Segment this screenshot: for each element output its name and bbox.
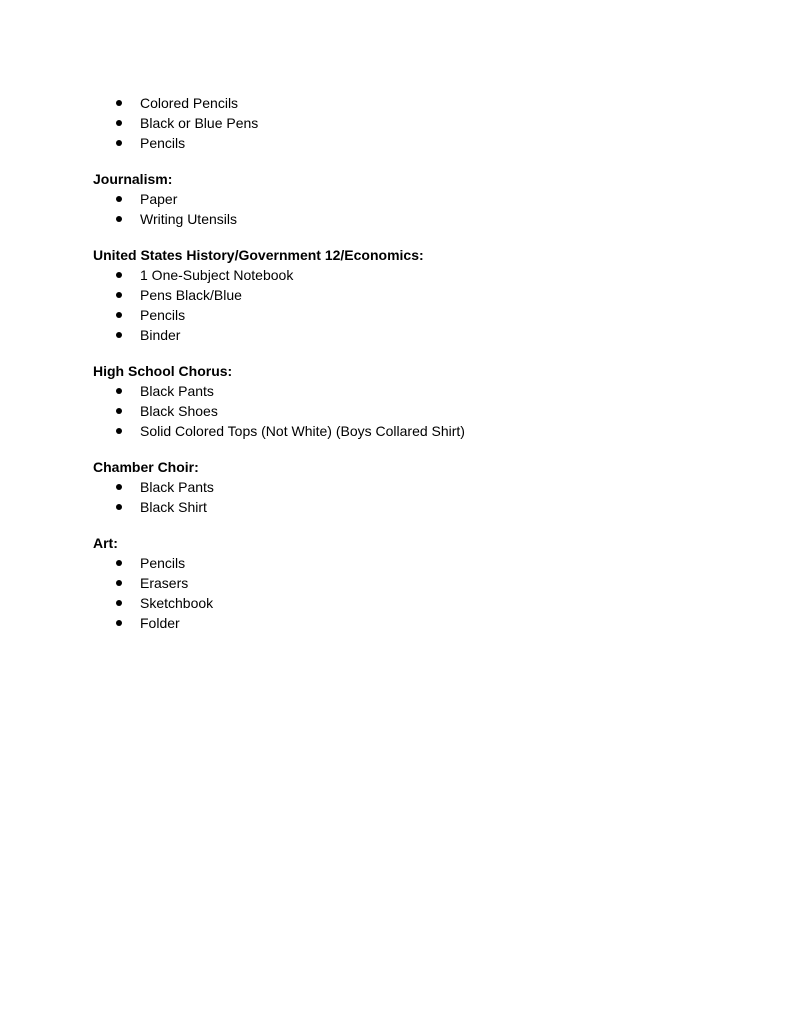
bullet-icon — [116, 332, 122, 338]
item-list — [93, 93, 733, 153]
list-item — [93, 325, 733, 345]
section-chamber-choir — [93, 457, 733, 517]
section-art — [93, 533, 733, 633]
bullet-icon — [116, 388, 122, 394]
bullet-icon — [116, 272, 122, 278]
list-item — [93, 477, 733, 497]
item-label: Black Pants — [140, 479, 214, 495]
item-label: Sketchbook — [140, 595, 214, 611]
item-label: Writing Utensils — [140, 211, 237, 227]
item-list — [93, 477, 733, 517]
list-item — [93, 553, 733, 573]
item-label: Erasers — [140, 575, 189, 591]
item-label: Black Shirt — [140, 499, 207, 515]
section-high-school-chorus — [93, 361, 733, 441]
section-heading: Chamber Choir: — [93, 459, 199, 475]
bullet-icon — [116, 620, 122, 626]
bullet-icon — [116, 100, 122, 106]
section-heading: High School Chorus: — [93, 363, 233, 379]
list-item — [93, 497, 733, 517]
list-item — [93, 265, 733, 285]
list-item — [93, 421, 733, 441]
item-label: Solid Colored Tops (Not White) (Boys Collared Shirt) — [140, 423, 465, 439]
list-item — [93, 285, 733, 305]
list-item — [93, 381, 733, 401]
list-item — [93, 133, 733, 153]
list-item — [93, 189, 733, 209]
item-list — [93, 189, 733, 229]
section-heading: United States History/Government 12/Economics: — [93, 247, 424, 263]
bullet-icon — [116, 292, 122, 298]
list-item — [93, 401, 733, 421]
item-label: Pens Black/Blue — [140, 287, 242, 303]
bullet-icon — [116, 600, 122, 606]
item-label: Pencils — [140, 307, 186, 323]
section-heading: Journalism: — [93, 171, 173, 187]
item-list — [93, 553, 733, 633]
item-label: Black Shoes — [140, 403, 218, 419]
list-item — [93, 573, 733, 593]
section-us-history — [93, 245, 733, 345]
item-list — [93, 265, 733, 345]
item-list — [93, 381, 733, 441]
item-label: 1 One-Subject Notebook — [140, 267, 294, 283]
bullet-icon — [116, 580, 122, 586]
list-item — [93, 93, 733, 113]
list-item — [93, 613, 733, 633]
list-item — [93, 113, 733, 133]
item-label: Folder — [140, 615, 180, 631]
bullet-icon — [116, 196, 122, 202]
item-label: Paper — [140, 191, 178, 207]
bullet-icon — [116, 216, 122, 222]
item-label: Pencils — [140, 555, 186, 571]
item-label: Black or Blue Pens — [140, 115, 259, 131]
list-item — [93, 593, 733, 613]
supply-list — [93, 93, 733, 633]
list-item — [93, 305, 733, 325]
bullet-icon — [116, 120, 122, 126]
section-heading: Art: — [93, 535, 118, 551]
bullet-icon — [116, 504, 122, 510]
item-label: Binder — [140, 327, 181, 343]
bullet-icon — [116, 312, 122, 318]
list-item — [93, 209, 733, 229]
bullet-icon — [116, 428, 122, 434]
section-journalism — [93, 169, 733, 229]
bullet-icon — [116, 408, 122, 414]
item-label: Colored Pencils — [140, 95, 239, 111]
bullet-icon — [116, 140, 122, 146]
bullet-icon — [116, 484, 122, 490]
bullet-icon — [116, 560, 122, 566]
item-label: Black Pants — [140, 383, 214, 399]
item-label: Pencils — [140, 135, 186, 151]
section-continued — [93, 93, 733, 153]
